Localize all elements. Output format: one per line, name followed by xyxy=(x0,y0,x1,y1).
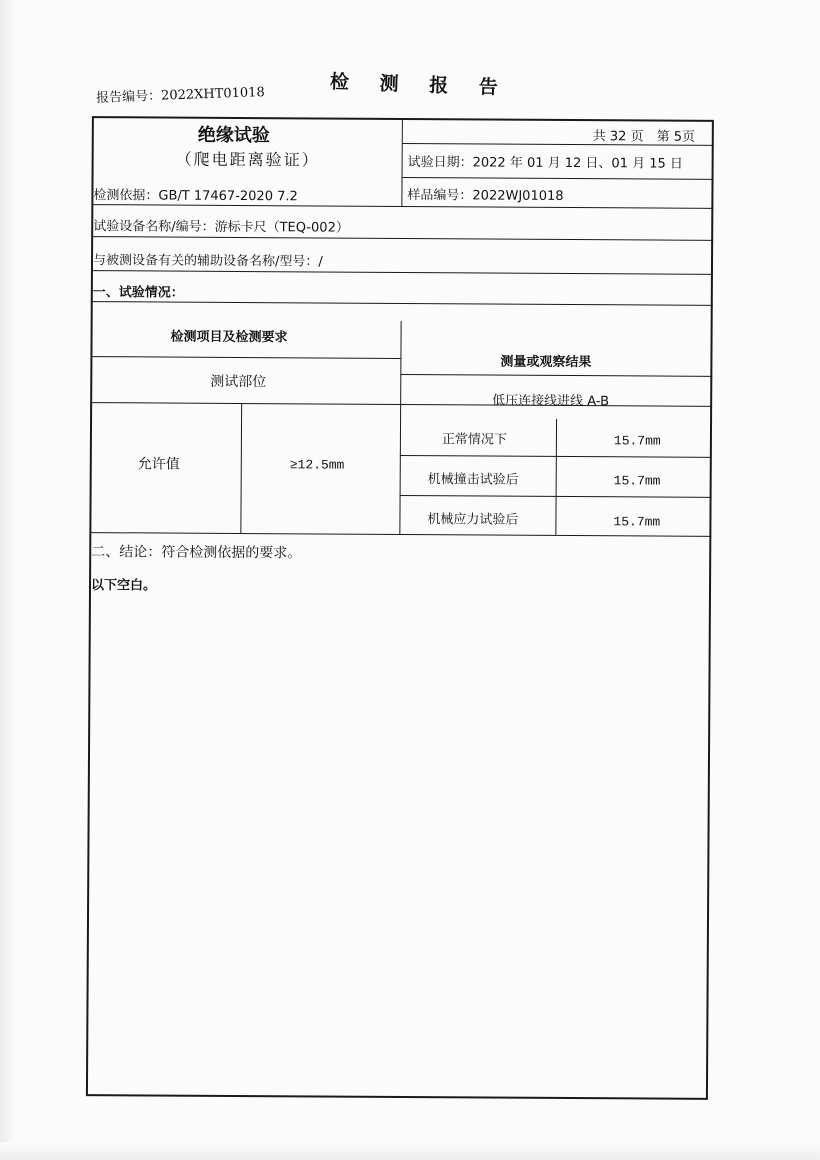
row-condition: 正常情况下 xyxy=(441,432,507,448)
scan-bottom-shadow xyxy=(0,1142,820,1160)
test-basis: 检测依据：GB/T 17467-2020 7.2 xyxy=(93,188,298,205)
situation-heading: 一、试验情况： xyxy=(92,285,184,301)
test-equipment: 试验设备名称/编号：游标卡尺（TEQ-002） xyxy=(93,219,349,236)
test-date: 试验日期：2022 年 01 月 12 日、01 月 15 日 xyxy=(407,155,683,172)
allow-value: ≥12.5mm xyxy=(289,457,345,473)
auxiliary-equipment: 与被测设备有关的辅助设备名称/型号：/ xyxy=(92,253,323,270)
right-header: 测量或观察结果 xyxy=(500,354,592,371)
part-label: 测试部位 xyxy=(210,373,267,391)
conclusion: 二、结论：符合检测依据的要求。 xyxy=(91,544,302,562)
part-value: 低压连接线进线 A-B xyxy=(492,393,610,410)
test-subname: （爬电距离验证） xyxy=(175,149,320,170)
sample-number: 样品编号：2022WJ01018 xyxy=(407,188,564,204)
row-value: 15.7mm xyxy=(613,514,661,530)
document-title: 检 测 报 告 xyxy=(329,70,511,100)
report-frame xyxy=(72,100,718,1104)
page-count: 共 32 页 第 5页 xyxy=(592,129,696,145)
scan-edge-shadow xyxy=(0,0,16,1160)
row-value: 15.7mm xyxy=(613,433,661,449)
row-value: 15.7mm xyxy=(613,473,661,489)
row-condition: 机械撞击试验后 xyxy=(427,472,519,488)
left-header: 检测项目及检测要求 xyxy=(170,329,288,346)
test-name: 绝缘试验 xyxy=(197,124,270,147)
row-condition: 机械应力试验后 xyxy=(427,512,519,528)
allow-label: 允许值 xyxy=(137,456,180,473)
report-number: 报告编号：2022XHT01018 xyxy=(95,85,265,106)
blank-note: 以下空白。 xyxy=(90,578,157,594)
